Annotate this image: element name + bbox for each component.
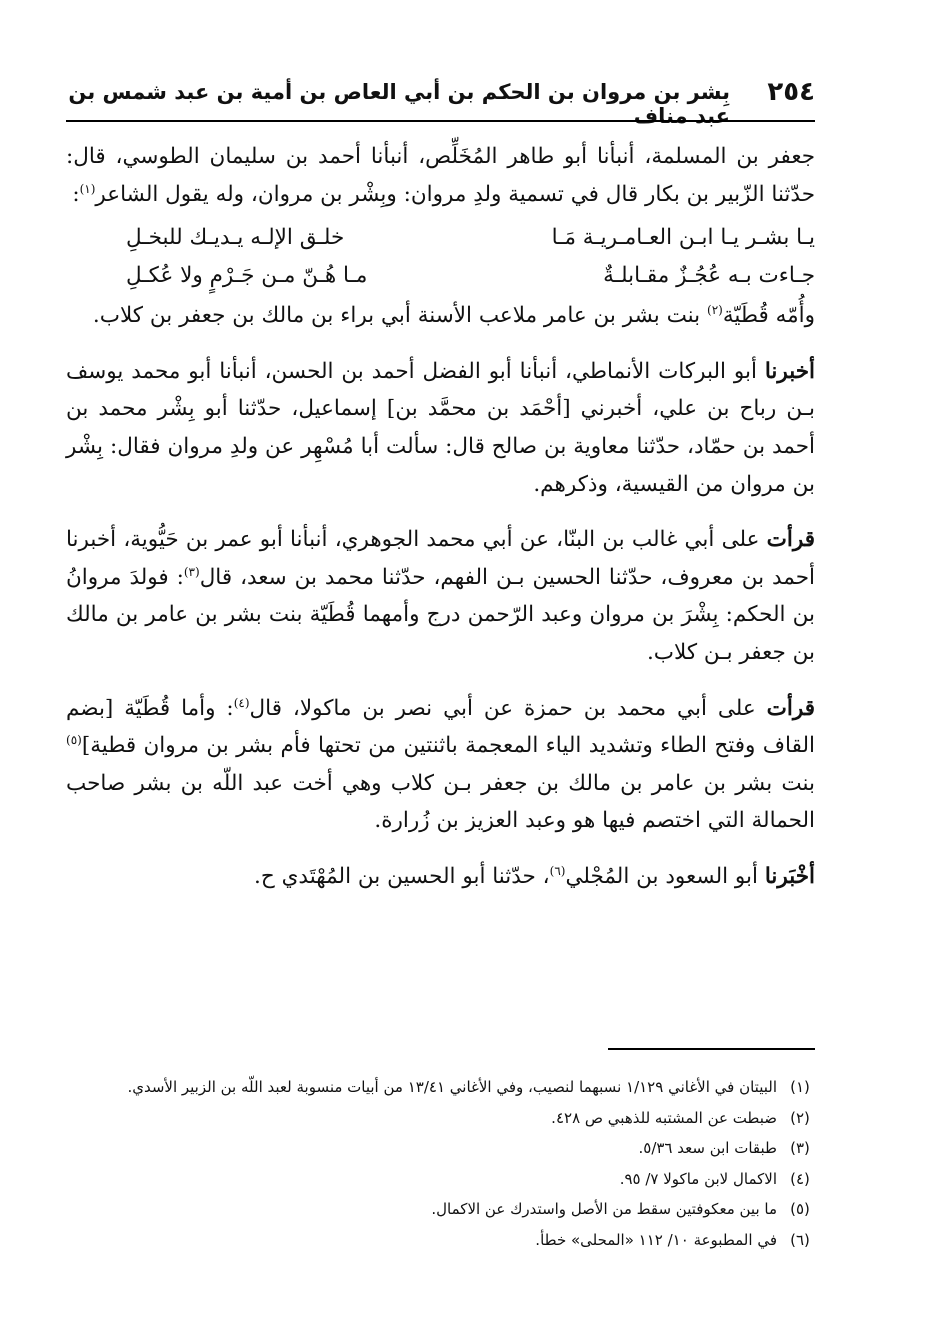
paragraph-6: أخْبَرنا أبو السعود بن المُجْلي$^{(٦)}$، حدّثنا أبو الحسين بن المُهْتَدي ح. [254, 863, 815, 889]
verse-second-hemistich: مـا هُـنّ مـن جَـرْمٍ ولا عُكـلِ [126, 263, 368, 289]
poem-verse [66, 257, 815, 295]
footnote-text: البيتان في الأغاني ١/١٢٩ نسبهما لنصيب، وفي الأغاني ١٣/٤١ من أبيات منسوبة لعبد اللّه بن الزبير الأسدي. [127, 1078, 777, 1096]
footnote-ref-6: (٦) [549, 863, 566, 878]
footnote [66, 1103, 815, 1134]
paragraph-4: قرأت على أبي غالب بن البنّا، عن أبي محمد الجوهري، أنبأنا أبو عمر بن حَيُّوية، أخبرنا أحمد بن معروف، حدّثنا الحسين بـن الفهم، حدّثنا محمد بن سعد، قال$^{(٣)}$: فولدَ مروانُ بن الحكم: بِشْرَ بن مروان وعبد الرّحمن درج وأمهما قُطَيّة بنت بشر بن عامر بن مالك بن جعفر بـن كلاب. [66, 527, 815, 665]
paragraph-3: أخبرنا أبو البركات الأنماطي، أنبأنا أبو الفضل أحمد بن الحسن، أنبأنا أبو محمد يوسف بـن رباح بن علي، أخبرني [أحْمَد بن محمَّد بن] إسماعيل، حدّثنا أبو بِشْر محمد بن أحمد بن حمّاد، حدّثنا معاوية بن صالح قال: سألت أبا مُسْهِر عن ولدِ مروان فقال: بِشْر بن مروان من القيسية، وذكرهم. [66, 358, 815, 497]
verse-second-hemistich: خلـق الإلـه يـديـك للبخـلِ [126, 225, 345, 251]
footnote [66, 1194, 815, 1225]
page-header [66, 77, 815, 128]
footnote-number: (٣) [790, 1139, 810, 1157]
footnote-text: طبقات ابن سعد ٥/٣٦. [638, 1139, 777, 1157]
main-text [66, 138, 815, 896]
footnote-ref-1: (١) [79, 181, 96, 196]
footnote-separator [608, 1048, 815, 1050]
running-title: بِشر بن مروان بن الحكم بن أبي العاص بن أمية بن عبد شمس بن عبد مناف [68, 80, 730, 128]
footnote [66, 1164, 815, 1195]
footnote-ref-2: (٢) [707, 303, 723, 318]
paragraph-1: جعفر بن المسلمة، أنبأنا أبو طاهر المُخَلِّص، أنبأنا أحمد بن سليمان الطوسي، قال: حدّثنا الزّبير بن بكار قال في تسمية ولدِ مروان: وبِشْر بن مروان، وله يقول الشاعر$^{(١)}$: [66, 144, 815, 207]
footnote-text: ضبطت عن المشتبه للذهبي ص ٤٢٨. [551, 1108, 777, 1127]
footnote-number: (٥) [790, 1200, 810, 1218]
poem [66, 219, 815, 295]
footnote-text: الاكمال لابن ماكولا ٧/ ٩٥. [619, 1169, 777, 1188]
footnote-number: (١) [790, 1078, 810, 1096]
footnote [66, 1072, 815, 1103]
page-number: ٢٥٤ [767, 77, 815, 107]
footnote-number: (٤) [790, 1169, 810, 1188]
verse-first-hemistich: يـا بشـر يـا ابـن العـامـريـة مَـا [551, 225, 815, 251]
header-rule [66, 120, 815, 122]
footnotes [66, 1072, 815, 1255]
paragraph-lead-word: قرأت [766, 695, 815, 721]
footnote [66, 1225, 815, 1256]
paragraph-lead-word: قرأت [766, 527, 815, 553]
footnote-number: (٦) [790, 1230, 810, 1249]
footnote-text: ما بين معكوفتين سقط من الأصل واستدرك عن الاكمال. [431, 1200, 777, 1218]
paragraph-lead-word: أخْبَرنا [764, 863, 815, 889]
paragraph-5: قرأت على أبي محمد بن حمزة عن أبي نصر بن ماكولا، قال$^{(٤)}$: وأما قُطَيّة [بضم القاف وفتح الطاء وتشديد الياء المعجمة باثنتين من تحتها فأم بشر بن مروان قطية]$^{(٥)}$ بنت بشر بن عامر بن مالك بن جعفر بـن كلاب وهي أخت عبد اللّه بن بشر صاحب الحمالة التي اختصم فيها هو وعبد العزيز بن زُرارة. [66, 695, 815, 834]
paragraph-lead-word: أخبرنا [764, 358, 815, 384]
poem-verse [66, 219, 815, 257]
footnote-text: في المطبوعة ١٠/ ١١٢ «المحلى» خطأ. [535, 1230, 777, 1249]
footnote [66, 1133, 815, 1164]
footnote-ref-3: (٣) [183, 564, 200, 579]
footnote-ref-4: (٤) [233, 695, 250, 710]
verse-first-hemistich: جـاءت بـه عُجُـزٌ مقـابلـةٌ [603, 263, 815, 289]
footnote-ref-5: (٥) [66, 732, 82, 747]
footnote-number: (٢) [790, 1108, 810, 1127]
paragraph-2: وأُمّه قُطَيّة$^{(٢)}$ بنت بشر بن عامر ملاعب الأسنة أبي براء بن مالك بن جعفر بن كلاب. [92, 303, 815, 329]
